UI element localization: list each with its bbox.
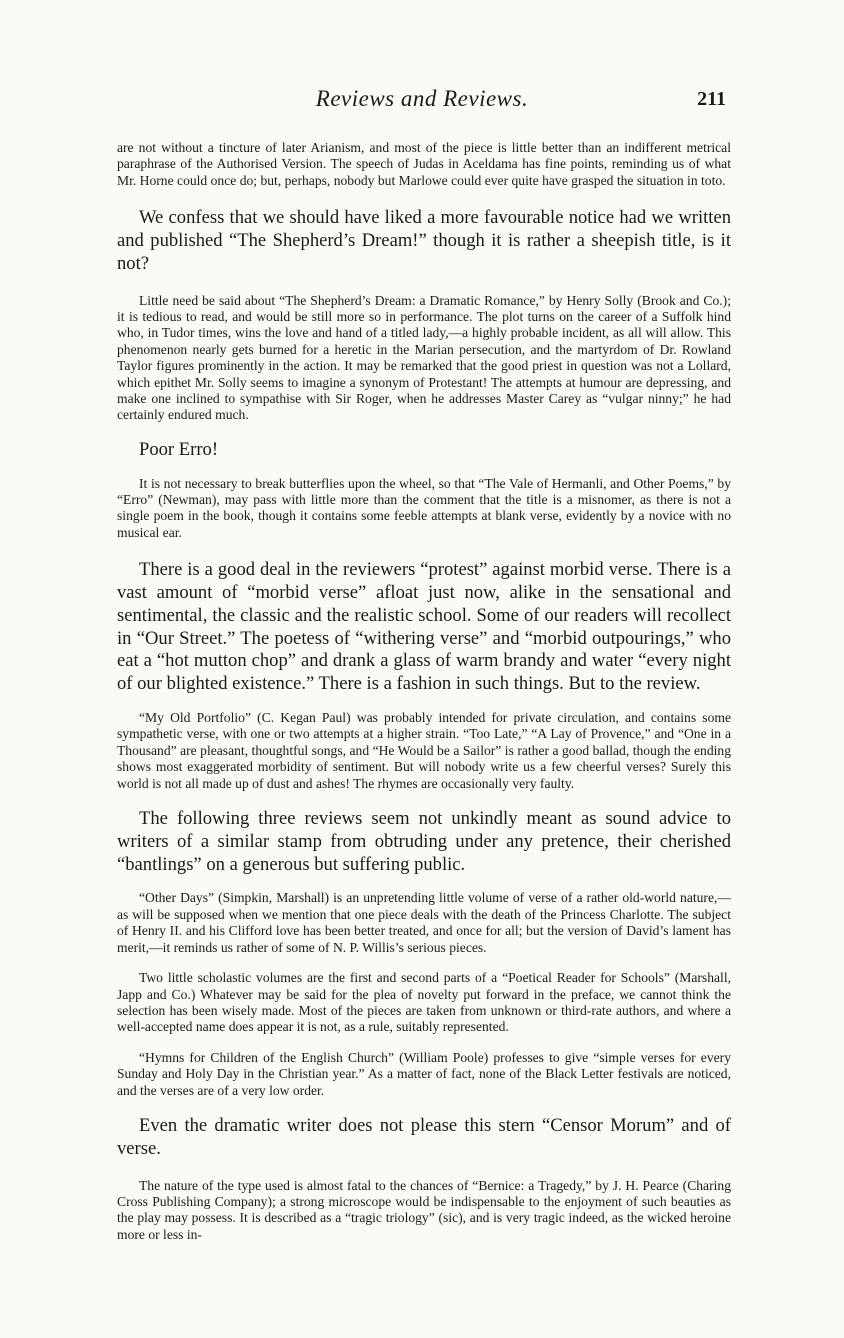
review-quote-paragraph: The nature of the type used is almost fatal to the chances of “Bernice: a Tragedy,” by J. H. Pearce (Charing Cross Publishing Company); a strong microscope would be indispensable to the enjoyment of such beauties as the play may possess. It is described as a “tragic triology” (sic), and is very tragic indeed, as the wicked heroine more or less in- <box>117 1177 731 1242</box>
running-head <box>0 86 844 116</box>
running-title: Reviews and Reviews. <box>315 86 529 111</box>
editorial-comment-paragraph: There is a good deal in the reviewers “protest” against morbid verse. There is a vast amount of “morbid verse” afloat just now, alike in the sensational and sentimental, the classic and the realistic school. Some of our readers will recollect in “Our Street.” The poetess of “withering verse” and “morbid outpourings,” who eat a “hot mutton chop” and drank a glass of warm brandy and water “every night of our blighted existence.” There is a fashion in such things. But to the review. <box>117 559 731 695</box>
review-quote-paragraph: It is not necessary to break butterflies upon the wheel, so that “The Vale of Hermanli, and Other Poems,” by “Erro” (Newman), may pass with little more than the comment that the title is a misnomer, as there is not a single poem in the book, though it contains some feeble attempts at blank verse, evidently by a novice with no musical ear. <box>117 475 731 540</box>
editorial-comment-paragraph: The following three reviews seem not unkindly meant as sound advice to writers of a similar stamp from obtruding under any pretence, their cherished “bantlings” on a generous but suffering public. <box>117 808 731 875</box>
text-column <box>117 140 731 1243</box>
review-quote-paragraph: Little need be said about “The Shepherd’s Dream: a Dramatic Romance,” by Henry Solly (Brook and Co.); it is tedious to read, and would be still more so in performance. The plot turns on the career of a Suffolk hind who, in Tudor times, wins the love and hand of a titled lady,—a highly probable incident, as all will allow. This phenomenon nearly gets burned for a heretic in the Marian persecution, and the martyrdom of Dr. Rowland Taylor figures prominently in the action. It may be remarked that the good priest in question was not a Lollard, which epithet Mr. Solly seems to imagine a synonym of Protestant! The attempts at humour are depressing, and make one inclined to sympathise with Sir Roger, when he addresses Master Carey as “vulgar ninny;” he had certainly endured much. <box>117 292 731 423</box>
review-continuation-paragraph: are not without a tincture of later Arianism, and most of the piece is little better than an indifferent metrical paraphrase of the Authorised Version. The speech of Judas in Aceldama has fine points, reminding us of what Mr. Horne could once do; but, perhaps, nobody but Marlowe could ever quite have grasped the situation in toto. <box>117 140 731 188</box>
review-quote-paragraph: “Hymns for Children of the English Church” (William Poole) professes to give “simple verses for every Sunday and Holy Day in the Christian year.” As a matter of fact, none of the Black Letter festivals are noticed, and the verses are of a very low order. <box>117 1049 731 1098</box>
editorial-comment-paragraph: We confess that we should have liked a more favourable notice had we written and published “The Shepherd’s Dream!” though it is rather a sheepish title, is it not? <box>117 207 731 274</box>
review-quote-paragraph: “My Old Portfolio” (C. Kegan Paul) was probably intended for private circulation, and contains some sympathetic verse, with one or two attempts at a higher strain. “Too Late,” “A Lay of Provence,” and “One in a Thousand” are pleasant, thoughtful songs, and “He Would be a Sailor” is rather a good ballad, though the ending shows most exaggerated morbidity of sentiment. But will nobody write us a few cheerful verses? Surely this world is not all made up of dust and ashes! The rhymes are occasionally very faulty. <box>117 710 731 791</box>
editorial-comment-paragraph: Even the dramatic writer does not please this stern “Censor Morum” and of verse. <box>117 1114 731 1159</box>
editorial-comment-paragraph: Poor Erro! <box>139 438 219 460</box>
review-quote-paragraph: “Other Days” (Simpkin, Marshall) is an unpretending little volume of verse of a rather old-world nature,—as will be supposed when we mention that one piece deals with the death of the Princess Charlotte. The subject of Henry II. and his Clifford love has been better treated, and once for all; but the version of David’s lament has merit,—it reminds us rather of some of N. P. Willis’s serious pieces. <box>117 890 731 955</box>
page-number: 211 <box>697 88 726 110</box>
review-quote-paragraph: Two little scholastic volumes are the first and second parts of a “Poetical Reader for Schools” (Marshall, Japp and Co.) Whatever may be said for the plea of novelty put forward in the preface, we cannot think the selection has been wisely made. Most of the pieces are taken from unknown or third-rate authors, and where a well-accepted name does appear it is not, as a rule, suitably represented. <box>117 970 731 1035</box>
